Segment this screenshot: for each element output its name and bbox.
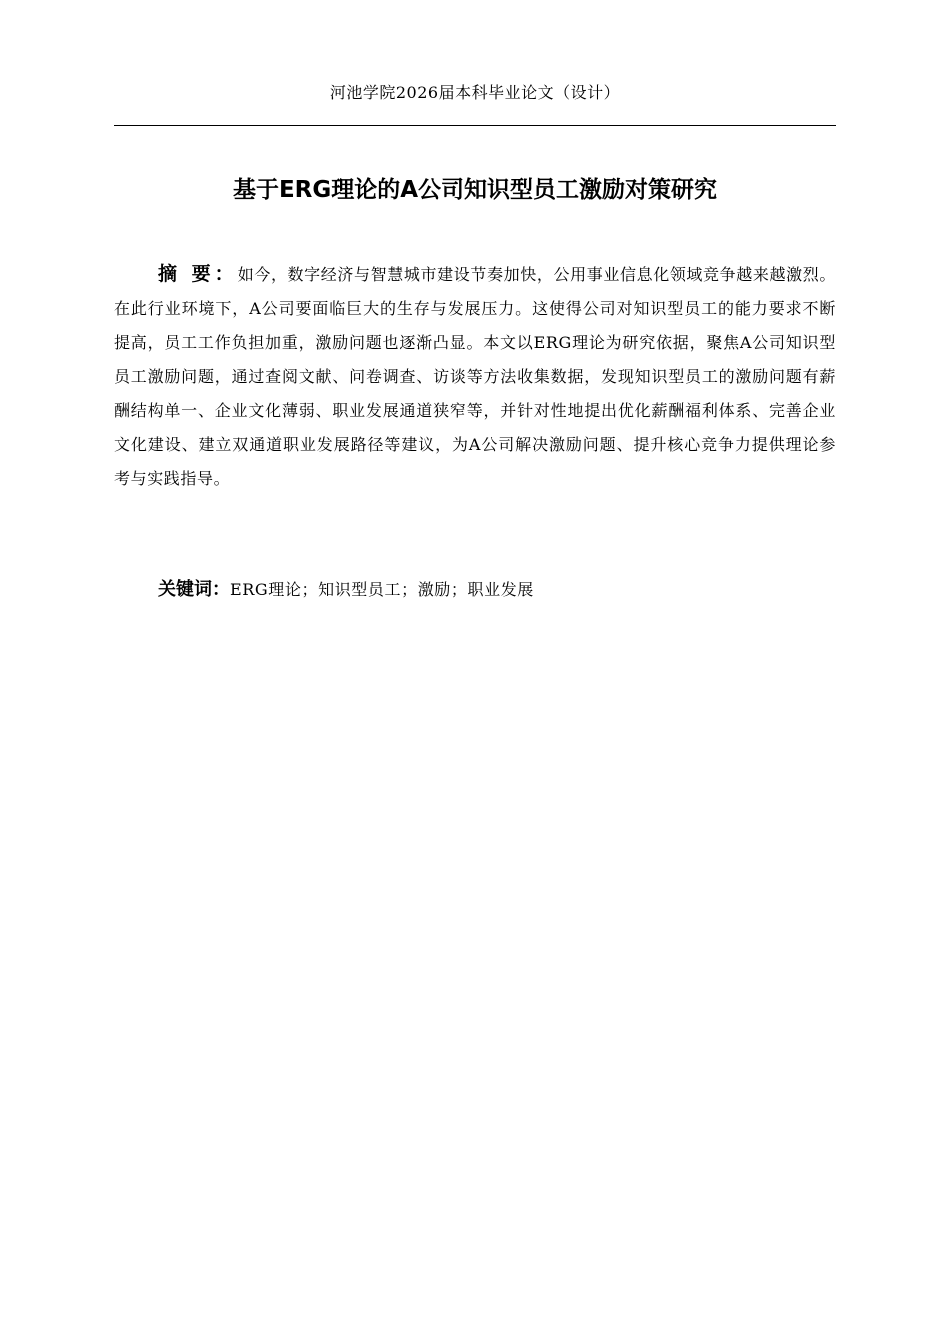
header-divider	[114, 125, 836, 126]
abstract-text: 如今，数字经济与智慧城市建设节奏加快，公用事业信息化领域竞争越来越激烈。在此行业环境下，A公司要面临巨大的生存与发展压力。这使得公司对知识型员工的能力要求不断提高，员工工作负担加重，激励问题也逐渐凸显。本文以ERG理论为研究依据，聚焦A公司知识型员工激励问题，通过查阅文献、问卷调查、访谈等方法收集数据，发现知识型员工的激励问题有薪酬结构单一、企业文化薄弱、职业发展通道狭窄等，并针对性地提出优化薪酬福利体系、完善企业文化建设、建立双通道职业发展路径等建议，为A公司解决激励问题、提升核心竞争力提供理论参考与实践指导。	[114, 265, 836, 488]
keywords-text: ERG理论；知识型员工；激励；职业发展	[230, 580, 534, 599]
keywords-label: 关键词：	[158, 579, 230, 600]
paper-title: 基于ERG理论的A公司知识型员工激励对策研究	[232, 177, 718, 203]
page-header: 河池学院2026届本科毕业论文（设计）	[329, 83, 621, 102]
keywords-line	[158, 575, 836, 605]
abstract-label: 摘 要：	[158, 263, 238, 285]
abstract-paragraph	[114, 257, 836, 496]
